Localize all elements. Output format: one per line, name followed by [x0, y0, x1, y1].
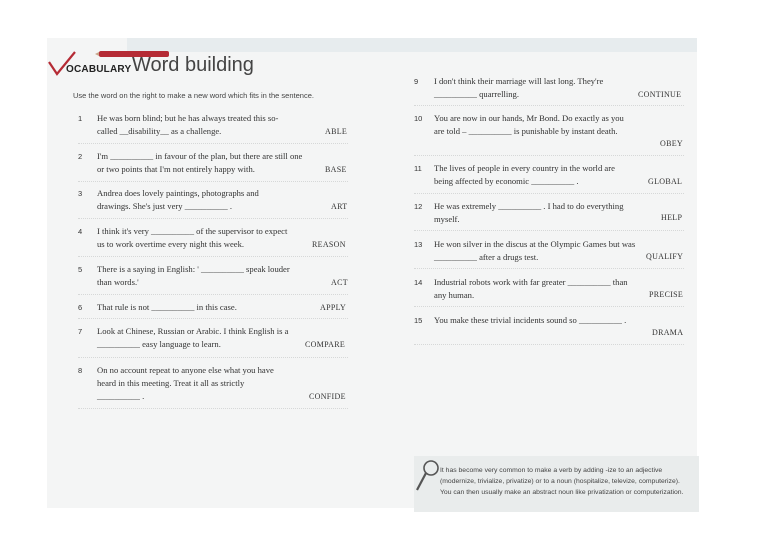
top-strip	[127, 38, 697, 52]
tip-text: It has become very common to make a verb by adding -ize to an adjective (modernize, trivialize, privatize) or to a noun (hospitalize, televize, computerize). You can then usually make an abstract noun like privatization or computerization.	[440, 467, 684, 496]
question-number: 2	[78, 152, 83, 161]
stem-word: QUALIFY	[646, 252, 684, 261]
question-text: He was extremely __________ . I had to do everything myself.	[434, 201, 624, 224]
question-number: 1	[78, 114, 83, 123]
question-number: 6	[78, 303, 83, 312]
divider	[78, 318, 348, 319]
question-number: 8	[78, 366, 83, 375]
question-text: He won silver in the discus at the Olympic Games but was __________ after a drugs test.	[434, 239, 636, 262]
divider	[78, 294, 348, 295]
stem-word: ABLE	[325, 127, 348, 136]
divider	[414, 105, 684, 106]
divider	[78, 256, 348, 257]
question-text: You make these trivial incidents sound so __________ .	[434, 315, 627, 325]
question-number: 5	[78, 265, 83, 274]
stem-word: DRAMA	[652, 328, 684, 337]
stem-word: OBEY	[660, 139, 683, 148]
question-number: 9	[414, 77, 419, 86]
question-text: Look at Chinese, Russian or Arabic. I think English is a __________ easy language to learn.	[97, 326, 289, 349]
divider	[414, 344, 684, 345]
question-text: That rule is not __________ in this case.	[97, 302, 237, 312]
question-text: I'm __________ in favour of the plan, but there are still one or two points that I'm not entirely happy with.	[97, 151, 303, 174]
divider	[414, 155, 684, 156]
divider	[414, 230, 684, 231]
question-text: There is a saying in English: ' __________ speak louder than words.'	[97, 264, 290, 287]
question-number: 11	[414, 164, 422, 173]
divider	[78, 143, 348, 144]
divider	[78, 181, 348, 182]
stem-word: HELP	[661, 213, 683, 222]
question-number: 12	[414, 202, 423, 211]
question-number: 4	[78, 227, 83, 236]
question-text: I think it's very __________ of the supervisor to expect us to work overtime every night this week.	[97, 226, 288, 249]
stem-word: APPLY	[320, 303, 347, 312]
question-text: On no account repeat to anyone else what you have heard in this meeting. Treat it all as strictly __________ .	[97, 365, 274, 401]
divider	[78, 408, 348, 409]
stem-word: COMPARE	[305, 340, 346, 349]
question-number: 7	[78, 327, 83, 336]
question-text: Andrea does lovely paintings, photographs and drawings. She's just very __________ .	[97, 188, 259, 211]
question-number: 13	[414, 240, 423, 249]
divider	[414, 193, 684, 194]
question-text: Industrial robots work with far greater __________ than any human.	[434, 277, 628, 300]
magnifier-icon	[414, 459, 440, 493]
question-text: I don't think their marriage will last long. They're __________ quarrelling.	[434, 76, 604, 99]
stem-word: GLOBAL	[648, 177, 683, 186]
stem-word: PRECISE	[649, 290, 684, 299]
stem-word: ACT	[331, 278, 348, 287]
question-number: 15	[414, 316, 423, 325]
instructions: Use the word on the right to make a new word which fits in the sentence.	[73, 91, 314, 100]
divider	[414, 268, 684, 269]
section-label: OCABULARY	[66, 64, 132, 75]
stem-word: ART	[331, 202, 348, 211]
divider	[78, 218, 348, 219]
stem-word: CONTINUE	[638, 90, 682, 99]
divider	[78, 357, 348, 358]
question-text: The lives of people in every country in the world are being affected by economic __________ .	[434, 163, 615, 186]
stem-word: BASE	[325, 165, 347, 174]
stem-word: REASON	[312, 240, 346, 249]
page-title: Word building	[132, 54, 254, 76]
question-text: You are now in our hands, Mr Bond. Do exactly as you are told – __________ is punishable by instant death.	[434, 113, 624, 136]
question-number: 14	[414, 278, 423, 287]
question-text: He was born blind; but he has always treated this so-called __disability__ as a challenge.	[97, 113, 279, 136]
stem-word: CONFIDE	[309, 392, 346, 401]
question-number: 10	[414, 114, 423, 123]
question-number: 3	[78, 189, 83, 198]
divider	[414, 306, 684, 307]
